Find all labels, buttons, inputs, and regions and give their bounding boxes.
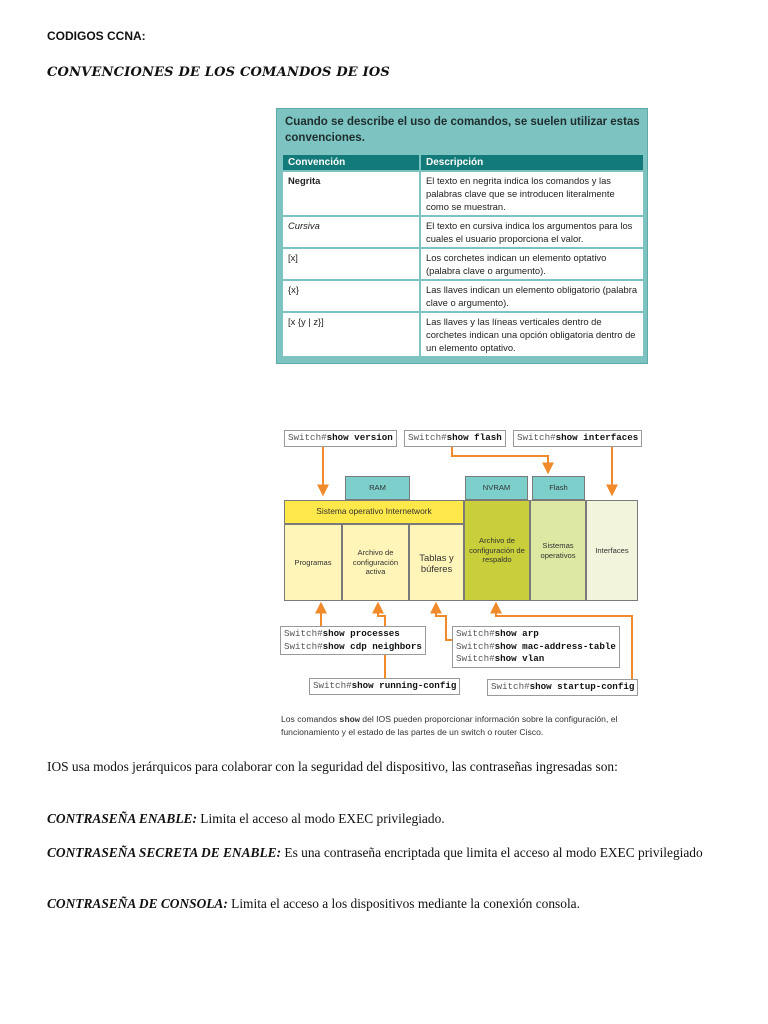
header-description: Descripción [421,155,643,170]
table-row [283,249,643,279]
cmd-show-arp-group: Switch#show arp Switch#show mac-address-table Switch#show vlan [452,626,620,668]
cmd-show-running-config: Switch#show running-config [309,678,460,695]
cmd-show-startup-config: Switch#show startup-config [487,679,638,696]
config-activa-block: Archivo de configuración activa [342,524,409,601]
section-title: CONVENCIONES DE LOS COMANDOS DE IOS [47,65,391,80]
interfaces-block: Interfaces [586,500,638,601]
table-header-row [283,155,643,170]
config-respaldo-block: Archivo de configuración de respaldo [464,500,530,601]
programas-block: Programas [284,524,342,601]
convention-cell: {x} [283,281,419,311]
ios-block: Sistema operativo Internetwork [284,500,464,524]
header-convention: Convención [283,155,419,170]
sistemas-block: Sistemas operativos [530,500,586,601]
conventions-caption: Cuando se describe el uso de comandos, se suelen utilizar estas convenciones. [285,116,640,144]
table-row [283,313,643,356]
convention-cell: [x {y | z}] [283,313,419,356]
description-cell: Los corchetes indican un elemento optativo (palabra clave o argumento). [421,249,643,279]
cmd-show-version: Switch#show version [284,430,397,447]
definition-enable: CONTRASEÑA ENABLE: Limita el acceso al modo EXEC privilegiado. [47,811,445,826]
definition-console: CONTRASEÑA DE CONSOLA: Limita el acceso a los dispositivos mediante la conexión consola. [47,896,580,911]
table-row [283,281,643,311]
convention-cell: [x] [283,249,419,279]
cmd-show-flash: Switch#show flash [404,430,506,447]
description-cell: Las llaves indican un elemento obligatorio (palabra clave o argumento). [421,281,643,311]
cmd-show-processes-group: Switch#show processes Switch#show cdp neighbors [280,626,426,655]
table-row [283,217,643,247]
definition-secret: CONTRASEÑA SECRETA DE ENABLE: Es una contraseña encriptada que limita el acceso al modo EXEC privilegiado [47,845,703,860]
cmd-show-interfaces: Switch#show interfaces [513,430,642,447]
arrow-show-flash [452,446,548,472]
nvram-block: NVRAM [465,476,528,500]
table-row [283,172,643,215]
tablas-block: Tablas y búferes [409,524,464,601]
description-cell: El texto en cursiva indica los argumentos para los cuales el usuario proporciona el valor. [421,217,643,247]
arrow-show-arp [436,604,452,640]
intro-paragraph: IOS usa modos jerárquicos para colaborar con la seguridad del dispositivo, las contraseñas ingresadas son: [47,759,618,774]
ram-block: RAM [345,476,410,500]
page-heading: CODIGOS CCNA: [47,29,146,43]
conventions-figure [276,108,648,364]
description-cell: El texto en negrita indica los comandos y las palabras clave que se introducen literalmente como se muestran. [421,172,643,215]
conventions-table [281,153,645,358]
diagram-caption: Los comandos show del IOS pueden proporcionar información sobre la configuración, el funcionamiento y el estado de las partes de un switch o router Cisco. [281,714,618,737]
convention-cell: Negrita [283,172,419,215]
flash-block: Flash [532,476,585,500]
description-cell: Las llaves y las líneas verticales dentro de corchetes indican una opción obligatoria dentro de un elemento optativo. [421,313,643,356]
convention-cell: Cursiva [283,217,419,247]
